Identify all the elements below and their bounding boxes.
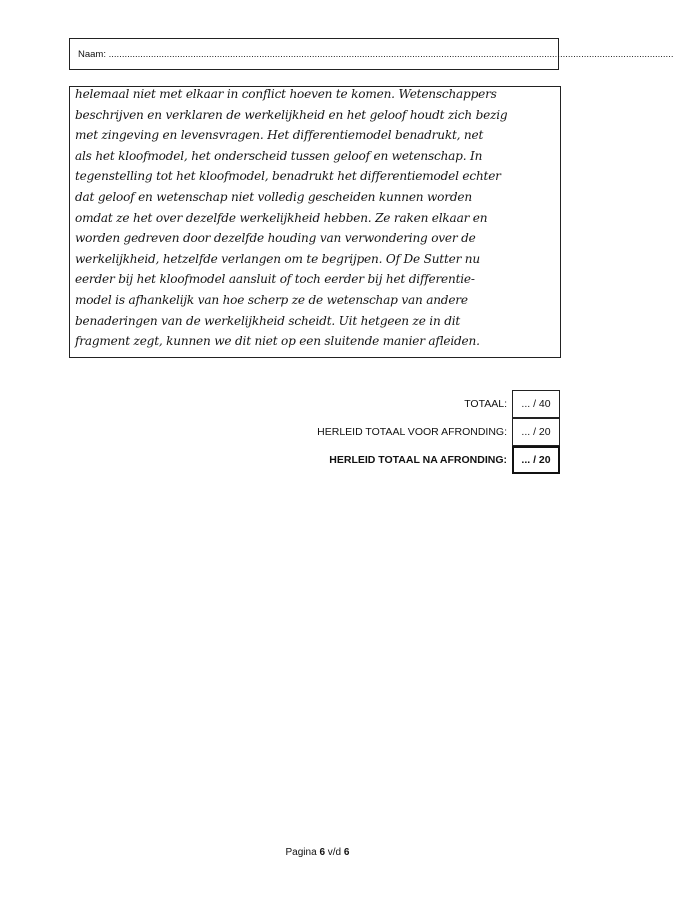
answer-line: beschrijven en verklaren de werkelijkheid en het geloof houdt zich bezig [75, 107, 508, 122]
answer-line: werkelijkheid, hetzelfde verlangen om te begrijpen. Of De Sutter nu [75, 251, 480, 266]
answer-line: helemaal niet met elkaar in conflict hoeven te komen. Wetenschappers [75, 87, 497, 101]
answer-box [69, 86, 561, 358]
score-row-after-rounding [0, 446, 635, 474]
answer-line: tegenstelling tot het kloofmodel, benadrukt het differentiemodel echter [75, 169, 501, 184]
answer-line: fragment zegt, kunnen we dit niet op een sluitende manier afleiden. [75, 334, 480, 349]
footer-page-number: 6 [319, 847, 325, 858]
answer-line: dat geloof en wetenschap niet volledig gescheiden kunnen worden [75, 190, 472, 204]
score-field[interactable]: ... / 20 [512, 446, 560, 474]
answer-line: eerder bij het kloofmodel aansluit of toch eerder bij het differentie- [75, 272, 475, 287]
answer-line: model is afhankelijk van hoe scherp ze de wetenschap van andere [75, 293, 468, 307]
answer-line: met zingeving en levensvragen. Het differentiemodel benadrukt, net [75, 128, 484, 143]
score-row-before-rounding [0, 418, 635, 446]
score-label: HERLEID TOTAAL NA AFRONDING: [329, 454, 507, 466]
answer-line: als het kloofmodel, het onderscheid tussen geloof en wetenschap. In [75, 148, 483, 163]
footer-prefix: Pagina [285, 847, 317, 858]
footer-middle: v/d [327, 847, 342, 858]
answer-line: benaderingen van de werkelijkheid scheidt. Uit hetgeen ze in dit [75, 313, 461, 328]
score-label: HERLEID TOTAAL VOOR AFRONDING: [317, 426, 507, 438]
answer-line: omdat ze het over dezelfde werkelijkheid hebben. Ze raken elkaar en [75, 210, 488, 225]
name-field-label: Naam: ...................................................................................................................................................................................................................... [78, 48, 673, 60]
score-field[interactable]: ... / 40 [512, 390, 560, 418]
score-row-total [0, 390, 635, 418]
score-label: TOTAAL: [464, 398, 507, 410]
answer-line: worden gedreven door dezelfde houding van verwondering over de [75, 231, 476, 246]
name-field [69, 38, 673, 70]
page-footer [0, 847, 635, 858]
footer-page-total: 6 [343, 847, 350, 858]
score-field[interactable]: ... / 20 [512, 418, 560, 446]
